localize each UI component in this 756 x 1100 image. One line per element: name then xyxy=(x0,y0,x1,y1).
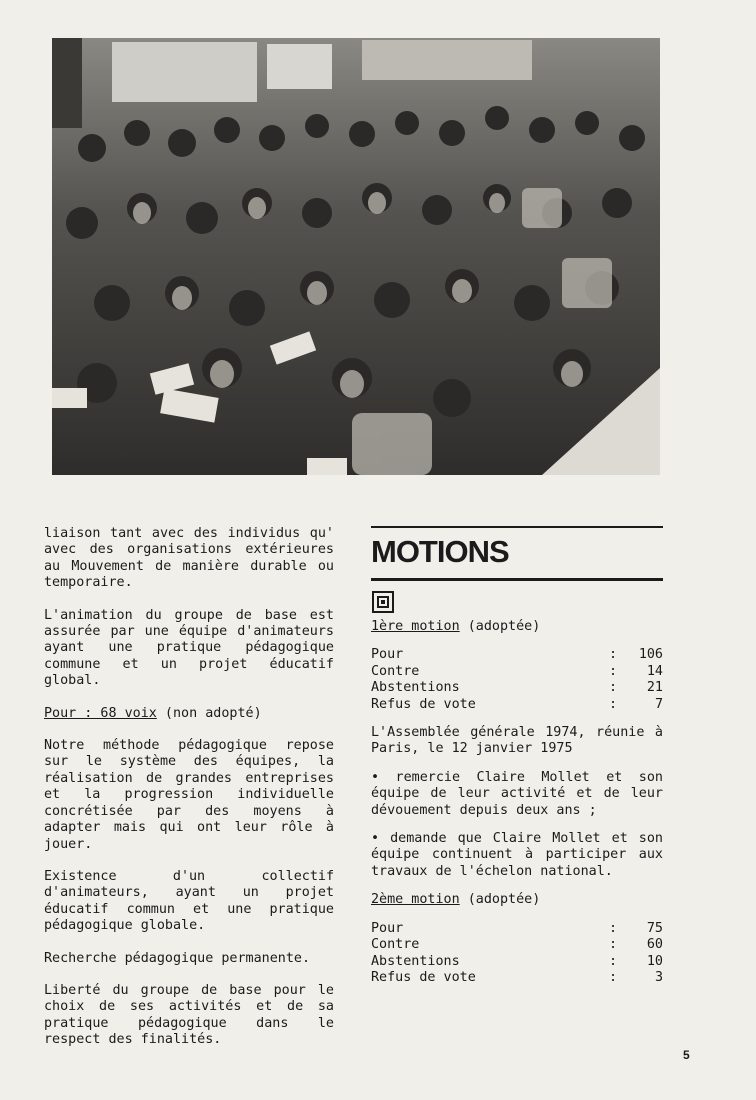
vote-separator: : xyxy=(608,920,618,936)
vote-row xyxy=(371,647,663,663)
paragraph-liaison: liaison tant avec des individus qu' avec des organisations extérieures au Mouvement de manière durable ou temporaire. xyxy=(44,526,334,591)
paragraph-methode: Notre méthode pédagogique repose sur le système des équipes, la réalisation de grandes entreprises et la progression individuelle concrétisée par des moyens à adapter mais qui ont leur rôle à jouer. xyxy=(44,738,334,852)
vote-count: 7 xyxy=(654,696,663,712)
vote-separator: : xyxy=(608,663,618,679)
vote-count: 3 xyxy=(654,969,663,985)
vote-separator: : xyxy=(608,953,618,969)
concentric-squares-logo-icon xyxy=(372,591,394,613)
vote-count: 10 xyxy=(646,953,663,969)
section-title: MOTIONS xyxy=(371,534,509,569)
assembly-photo xyxy=(52,38,660,475)
vote-label: Refus de vote xyxy=(371,696,476,712)
vote-row xyxy=(371,954,663,970)
vote-label: Contre xyxy=(371,937,420,953)
page-number: 5 xyxy=(683,1048,690,1062)
vote-count: 21 xyxy=(646,680,663,696)
top-rule xyxy=(371,526,663,528)
vote-row xyxy=(371,970,663,986)
vote-result xyxy=(44,706,334,722)
vote-row xyxy=(371,697,663,713)
vote-label: Pour xyxy=(371,920,404,936)
vote-row xyxy=(371,937,663,953)
motion1-item-remercie: • remercie Claire Mollet et son équipe de leur activité et de leur dévouement depuis deux ans ; xyxy=(371,769,663,818)
vote-separator: : xyxy=(608,680,618,696)
vote-separator: : xyxy=(608,937,618,953)
vote-label: Pour xyxy=(371,647,404,663)
paragraph-liberte: Liberté du groupe de base pour le choix de ses activités et de sa pratique pédagogique dans le respect des finalités. xyxy=(44,982,334,1048)
vote-separator: : xyxy=(608,969,618,985)
vote-label: Refus de vote xyxy=(371,969,476,985)
paragraph-animation: L'animation du groupe de base est assurée par une équipe d'animateurs ayant une pratique pédagogique commune et un projet éducatif global. xyxy=(44,607,334,689)
right-column xyxy=(371,526,663,986)
vote-label: Abstentions xyxy=(371,680,460,696)
motion1-heading xyxy=(371,619,663,635)
motion2-title: 2ème motion xyxy=(371,892,460,908)
motion2-votes xyxy=(371,921,663,987)
vote-count: 60 xyxy=(646,937,663,953)
motion1-votes xyxy=(371,647,663,713)
motion2-heading xyxy=(371,892,663,908)
vote-label: Contre xyxy=(371,663,420,679)
vote-count: 14 xyxy=(646,663,663,679)
title-rule xyxy=(371,578,663,581)
motion1-status: (adoptée) xyxy=(459,619,541,634)
vote-row xyxy=(371,921,663,937)
vote-row xyxy=(371,680,663,696)
motion2-status: (adoptée) xyxy=(459,892,541,908)
vote-result-status: (non adopté) xyxy=(156,705,262,721)
vote-count: 106 xyxy=(638,647,663,663)
motion1-title: 1ère motion xyxy=(371,619,460,634)
motion1-item-demande: • demande que Claire Mollet et son équipe continuent à participer aux travaux de l'échelon national. xyxy=(371,831,663,879)
vote-label: Abstentions xyxy=(371,953,460,969)
motion1-intro: L'Assemblée générale 1974, réunie à Paris, le 12 janvier 1975 xyxy=(371,725,663,757)
vote-result-label: Pour : 68 voix xyxy=(44,705,157,721)
paragraph-recherche: Recherche pédagogique permanente. xyxy=(44,950,311,966)
vote-separator: : xyxy=(608,647,618,663)
vote-separator: : xyxy=(608,696,618,712)
paragraph-collectif: Existence d'un collectif d'animateurs, ayant un projet éducatif commun et une pratique pédagogique globale. xyxy=(44,868,334,934)
vote-count: 75 xyxy=(646,920,663,936)
left-column xyxy=(44,526,334,1049)
vote-row xyxy=(371,664,663,680)
